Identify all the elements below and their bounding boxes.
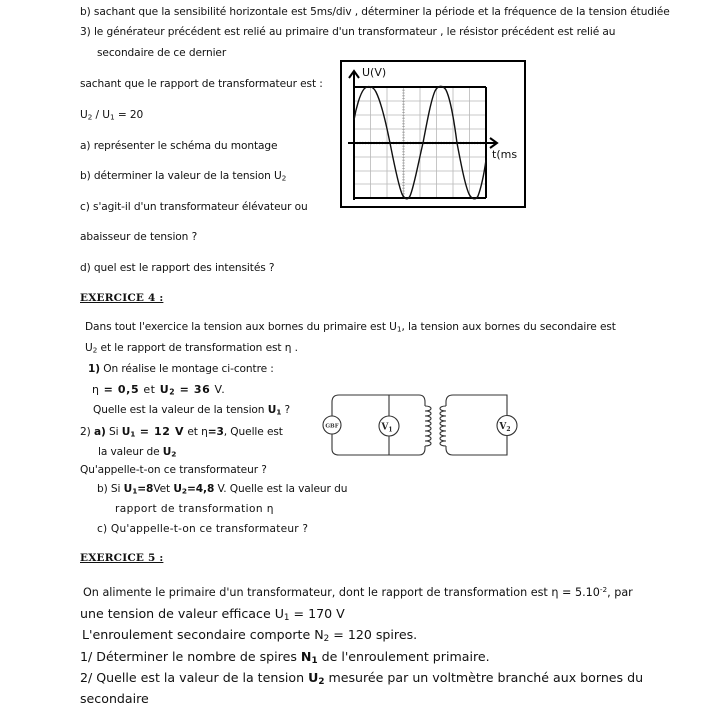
primary-bottom-wire xyxy=(332,434,425,455)
question-c-line2: abaisseur de tension ? xyxy=(80,231,198,243)
x-axis-label: t(ms xyxy=(492,148,518,161)
exercise-5-title: EXERCICE 5 : xyxy=(80,552,164,564)
oscillogram-figure xyxy=(340,60,526,208)
ex4-q2c: c) Qu'appelle-t-on ce transformateur ? xyxy=(97,523,309,535)
ex5-para-line1: On alimente le primaire d'un transformateur, dont le rapport de transformation est $\eta = 5.10^{-2}$, par xyxy=(83,585,633,599)
primary-top-wire xyxy=(332,395,425,416)
question-d-intensities: d) quel est le rapport des intensités ? xyxy=(80,262,275,274)
generator-label: GBF xyxy=(325,423,339,430)
question-3-line1: 3) le générateur précédent est relié au primaire d'un transformateur , le résistor précédent est relié au xyxy=(80,26,616,38)
figure-frame xyxy=(341,61,525,207)
ex5-para-line3: L'enroulement secondaire comporte $N_2 = 120$ spires. xyxy=(82,627,418,644)
question-3-line2: secondaire de ce dernier xyxy=(97,47,227,59)
ratio-value: $U_2 / U_1 = 20$ xyxy=(80,109,144,122)
ex4-q2a: 2) a) Si $U_1 = 12$ V et η=3, Quelle est xyxy=(80,425,283,439)
question-b-u2: b) déterminer la valeur de la tension $U_2$ xyxy=(80,170,287,183)
ex5-q2: 2/ Quelle est la valeur de la tension $U_2$ mesurée par un voltmètre branché aux bornes du xyxy=(80,670,644,687)
ex4-q2a-line3: Qu'appelle-t-on ce transformateur ? xyxy=(80,464,267,476)
ex4-intro-line1: Dans tout l'exercice la tension aux bornes du primaire est $U_1$, la tension aux bornes du secondaire est xyxy=(85,321,616,334)
ex5-para-line2: une tension de valeur efficace $U_1 = 170$ V xyxy=(80,606,345,623)
question-c-line1: c) s'agit-il d'un transformateur élévateur ou xyxy=(80,201,308,213)
ex4-intro-line2: $U_2$ et le rapport de transformation est η . xyxy=(85,342,298,355)
ex4-q1: 1) On réalise le montage ci-contre : xyxy=(88,363,274,375)
primary-coil-icon xyxy=(425,406,431,446)
exercise-4-title: EXERCICE 4 : xyxy=(80,292,164,304)
ex4-q2b-line2: rapport de transformation η xyxy=(115,503,274,515)
question-b-period: b) sachant que la sensibilité horizontale est 5ms/div , déterminer la période et la fréquence de la tension étudiée xyxy=(80,6,670,18)
secondary-bottom-wire xyxy=(446,436,507,455)
secondary-coil-icon xyxy=(440,406,446,446)
v1-label: $V_1$ xyxy=(381,422,393,434)
secondary-top-wire xyxy=(446,395,507,415)
ex4-q2a-line2: la valeur de $U_2$ xyxy=(98,446,177,459)
question-a-schema: a) représenter le schéma du montage xyxy=(80,140,278,152)
ex4-q2b: b) Si $U_1=8Vet$ $U_2=4,8$ V. Quelle est la valeur du xyxy=(97,483,348,496)
v2-label: $V_2$ xyxy=(499,422,511,433)
ex4-q1-data: η = 0,5 et $U_2 = 36$ V. xyxy=(92,383,226,397)
y-axis-label: U(V) xyxy=(362,66,387,79)
ratio-intro: sachant que le rapport de transformateur est : xyxy=(80,78,323,90)
ex4-q1-question: Quelle est la valeur de la tension $U_1$ ? xyxy=(93,404,291,417)
transformer-circuit-diagram xyxy=(315,388,520,463)
ex5-q1: 1/ Déterminer le nombre de spires $N_1$ de l'enroulement primaire. xyxy=(80,649,490,666)
ex5-q2-line2: secondaire xyxy=(80,691,149,706)
